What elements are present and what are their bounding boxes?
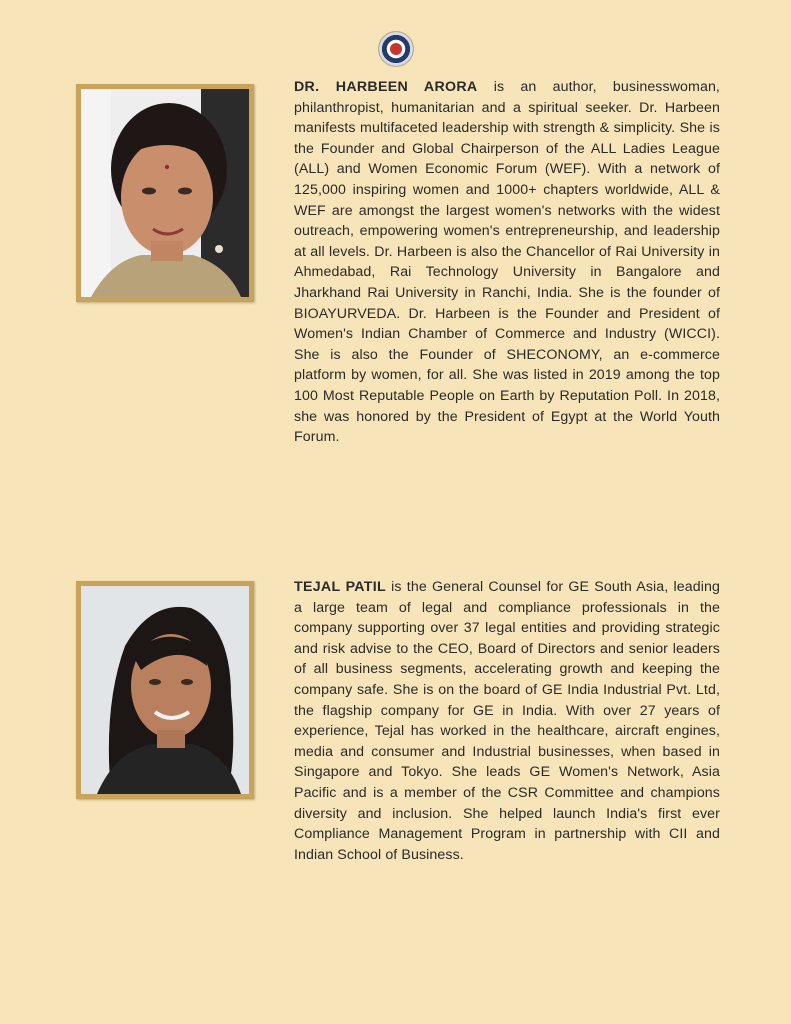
bio-harbeen-arora bbox=[294, 77, 720, 448]
bio-tejal-patil bbox=[294, 577, 720, 865]
portrait-photo-2 bbox=[81, 586, 249, 794]
portrait-tejal-patil bbox=[76, 581, 254, 799]
profile-name: TEJAL PATIL bbox=[294, 579, 386, 595]
portrait-photo-1 bbox=[81, 89, 249, 297]
portrait-harbeen-arora bbox=[76, 84, 254, 302]
profile-name: DR. HARBEEN ARORA bbox=[294, 79, 478, 95]
profile-bio-text: is the General Counsel for GE South Asia, leading a large team of legal and compliance professionals in the company supporting over 37 legal entities and providing strategic and risk advise to the CEO, Board of Directors and senior leaders of all business segments, accelerating growth and keeping the company safe. She is on the board of GE India Industrial Pvt. Ltd, the flagship company for GE in India. With over 27 years of experience, Tejal has worked in the healthcare, aircraft engines, media and consumer and Industrial businesses, when based in Singapore and Tokyo. She leads GE Women's Network, Asia Pacific and is a member of the CSR Committee and champions diversity and inclusion. She helped launch India's first ever Compliance Management Program in partnership with CII and Indian School of Business. bbox=[294, 579, 720, 863]
profile-bio-text: is an author, businesswoman, philanthropist, humanitarian and a spiritual seeker. Dr. Harbeen manifests multifaceted leadership with strength & simplicity. She is the Founder and Global Chairperson of the ALL Ladies League (ALL) and Women Economic Forum (WEF). With a network of 125,000 inspiring women and 1000+ chapters worldwide, ALL & WEF are amongst the largest women's networks with the widest outreach, empowering women's entrepreneurship, and leadership at all levels. Dr. Harbeen is also the Chancellor of Rai University in Ahmedabad, Rai Technology University in Bangalore and Jharkhand Rai University in Ranchi, India. She is the founder of BIOAYURVEDA. Dr. Harbeen is the Founder and President of Women's Indian Chamber of Commerce and Industry (WICCI). She is also the Founder of SHECONOMY, an e-commerce platform by women, for all. She was listed in 2019 among the top 100 Most Reputable People on Earth by Reputation Poll. In 2018, she was honored by the President of Egypt at the World Youth Forum. bbox=[294, 79, 720, 446]
organization-emblem-icon bbox=[379, 32, 413, 66]
